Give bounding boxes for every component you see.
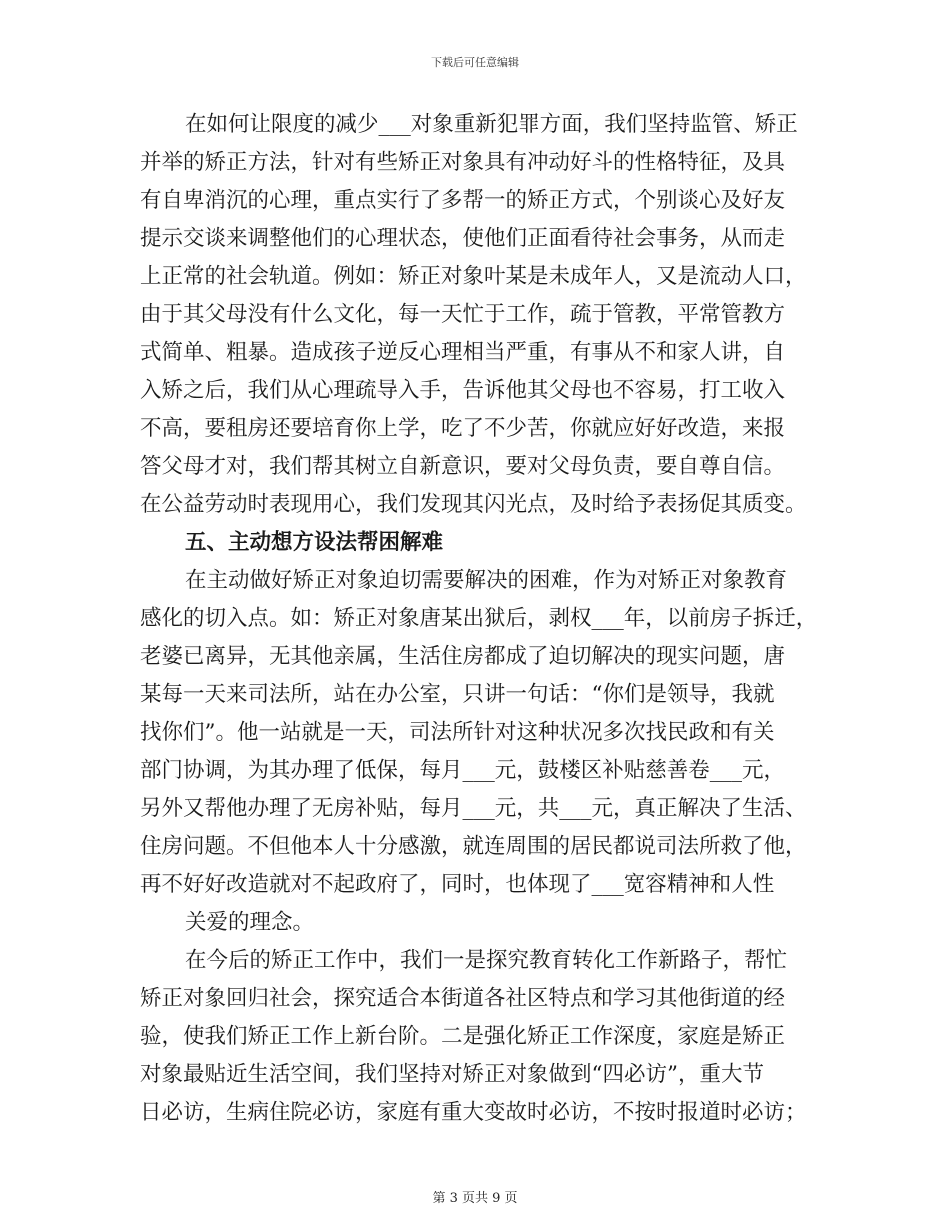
text-line: 在今后的矫正工作中，我们一是探究教育转化工作新路子，帮忙: [185, 948, 788, 973]
text-line: 对象最贴近生活空间，我们坚持对矫正对象做到“四必访”，重大节: [140, 1062, 764, 1087]
text-line: 式简单、粗暴。造成孩子逆反心理相当严重，有事从不和家人讲，自: [140, 340, 786, 365]
text-line: 找你们”。他一站就是一天，司法所针对这种状况多次找民政和有关: [140, 720, 775, 745]
section-heading: 五、主动想方设法帮困解难: [185, 530, 444, 555]
text-line: 并举的矫正方法，针对有些矫正对象具有冲动好斗的性格特征，及具: [140, 150, 786, 175]
text-line: 验，使我们矫正工作上新台阶。二是强化矫正工作深度，家庭是矫正: [140, 1024, 786, 1049]
text-line: 感化的切入点。如：矫正对象唐某出狱后，剥权___年，以前房子拆迁，: [140, 606, 818, 631]
text-line: 日必访，生病住院必访，家庭有重大变故时必访，不按时报道时必访；: [140, 1100, 807, 1125]
text-line: 关爱的理念。: [185, 910, 315, 935]
text-line: 上正常的社会轨道。例如：矫正对象叶某是未成年人，又是流动人口，: [140, 264, 807, 289]
text-line: 入矫之后，我们从心理疏导入手，告诉他其父母也不容易，打工收入: [140, 378, 786, 403]
text-line: 答父母才对，我们帮其树立自新意识，要对父母负责，要自尊自信。: [140, 454, 786, 479]
text-line: 老婆已离异，无其他亲属，生活住房都成了迫切解决的现实问题，唐: [140, 644, 786, 669]
text-line: 不高，要租房还要培育你上学，吃了不少苦，你就应好好改造，来报: [140, 416, 786, 441]
text-line: 由于其父母没有什么文化，每一天忙于工作，疏于管教，平常管教方: [140, 302, 786, 327]
text-line: 另外又帮他办理了无房补贴，每月___元，共___元，真正解决了生活、: [140, 796, 807, 821]
page-header: 下载后可任意编辑: [431, 56, 519, 69]
text-line: 部门协调，为其办理了低保，每月___元，鼓楼区补贴慈善卷___元，: [140, 758, 786, 783]
text-line: 矫正对象回归社会，探究适合本街道各社区特点和学习其他街道的经: [140, 986, 786, 1011]
page-number: 第 3 页共 9 页: [432, 1191, 518, 1206]
text-line: 在主动做好矫正对象迫切需要解决的困难，作为对矫正对象教育: [185, 568, 788, 593]
text-line: 在公益劳动时表现用心，我们发现其闪光点，及时给予表扬促其质变。: [140, 492, 807, 517]
text-line: 某每一天来司法所，站在办公室，只讲一句话：“你们是领导，我就: [140, 682, 775, 707]
text-line: 在如何让限度的减少___对象重新犯罪方面，我们坚持监管、矫正: [185, 112, 798, 137]
text-line: 提示交谈来调整他们的心理状态，使他们正面看待社会事务，从而走: [140, 226, 786, 251]
text-line: 住房问题。不但他本人十分感激，就连周围的居民都说司法所救了他，: [140, 834, 807, 859]
text-line: 有自卑消沉的心理，重点实行了多帮一的矫正方式，个别谈心及好友: [140, 188, 786, 213]
text-line: 再不好好改造就对不起政府了，同时，也体现了___宽容精神和人性: [140, 872, 775, 897]
